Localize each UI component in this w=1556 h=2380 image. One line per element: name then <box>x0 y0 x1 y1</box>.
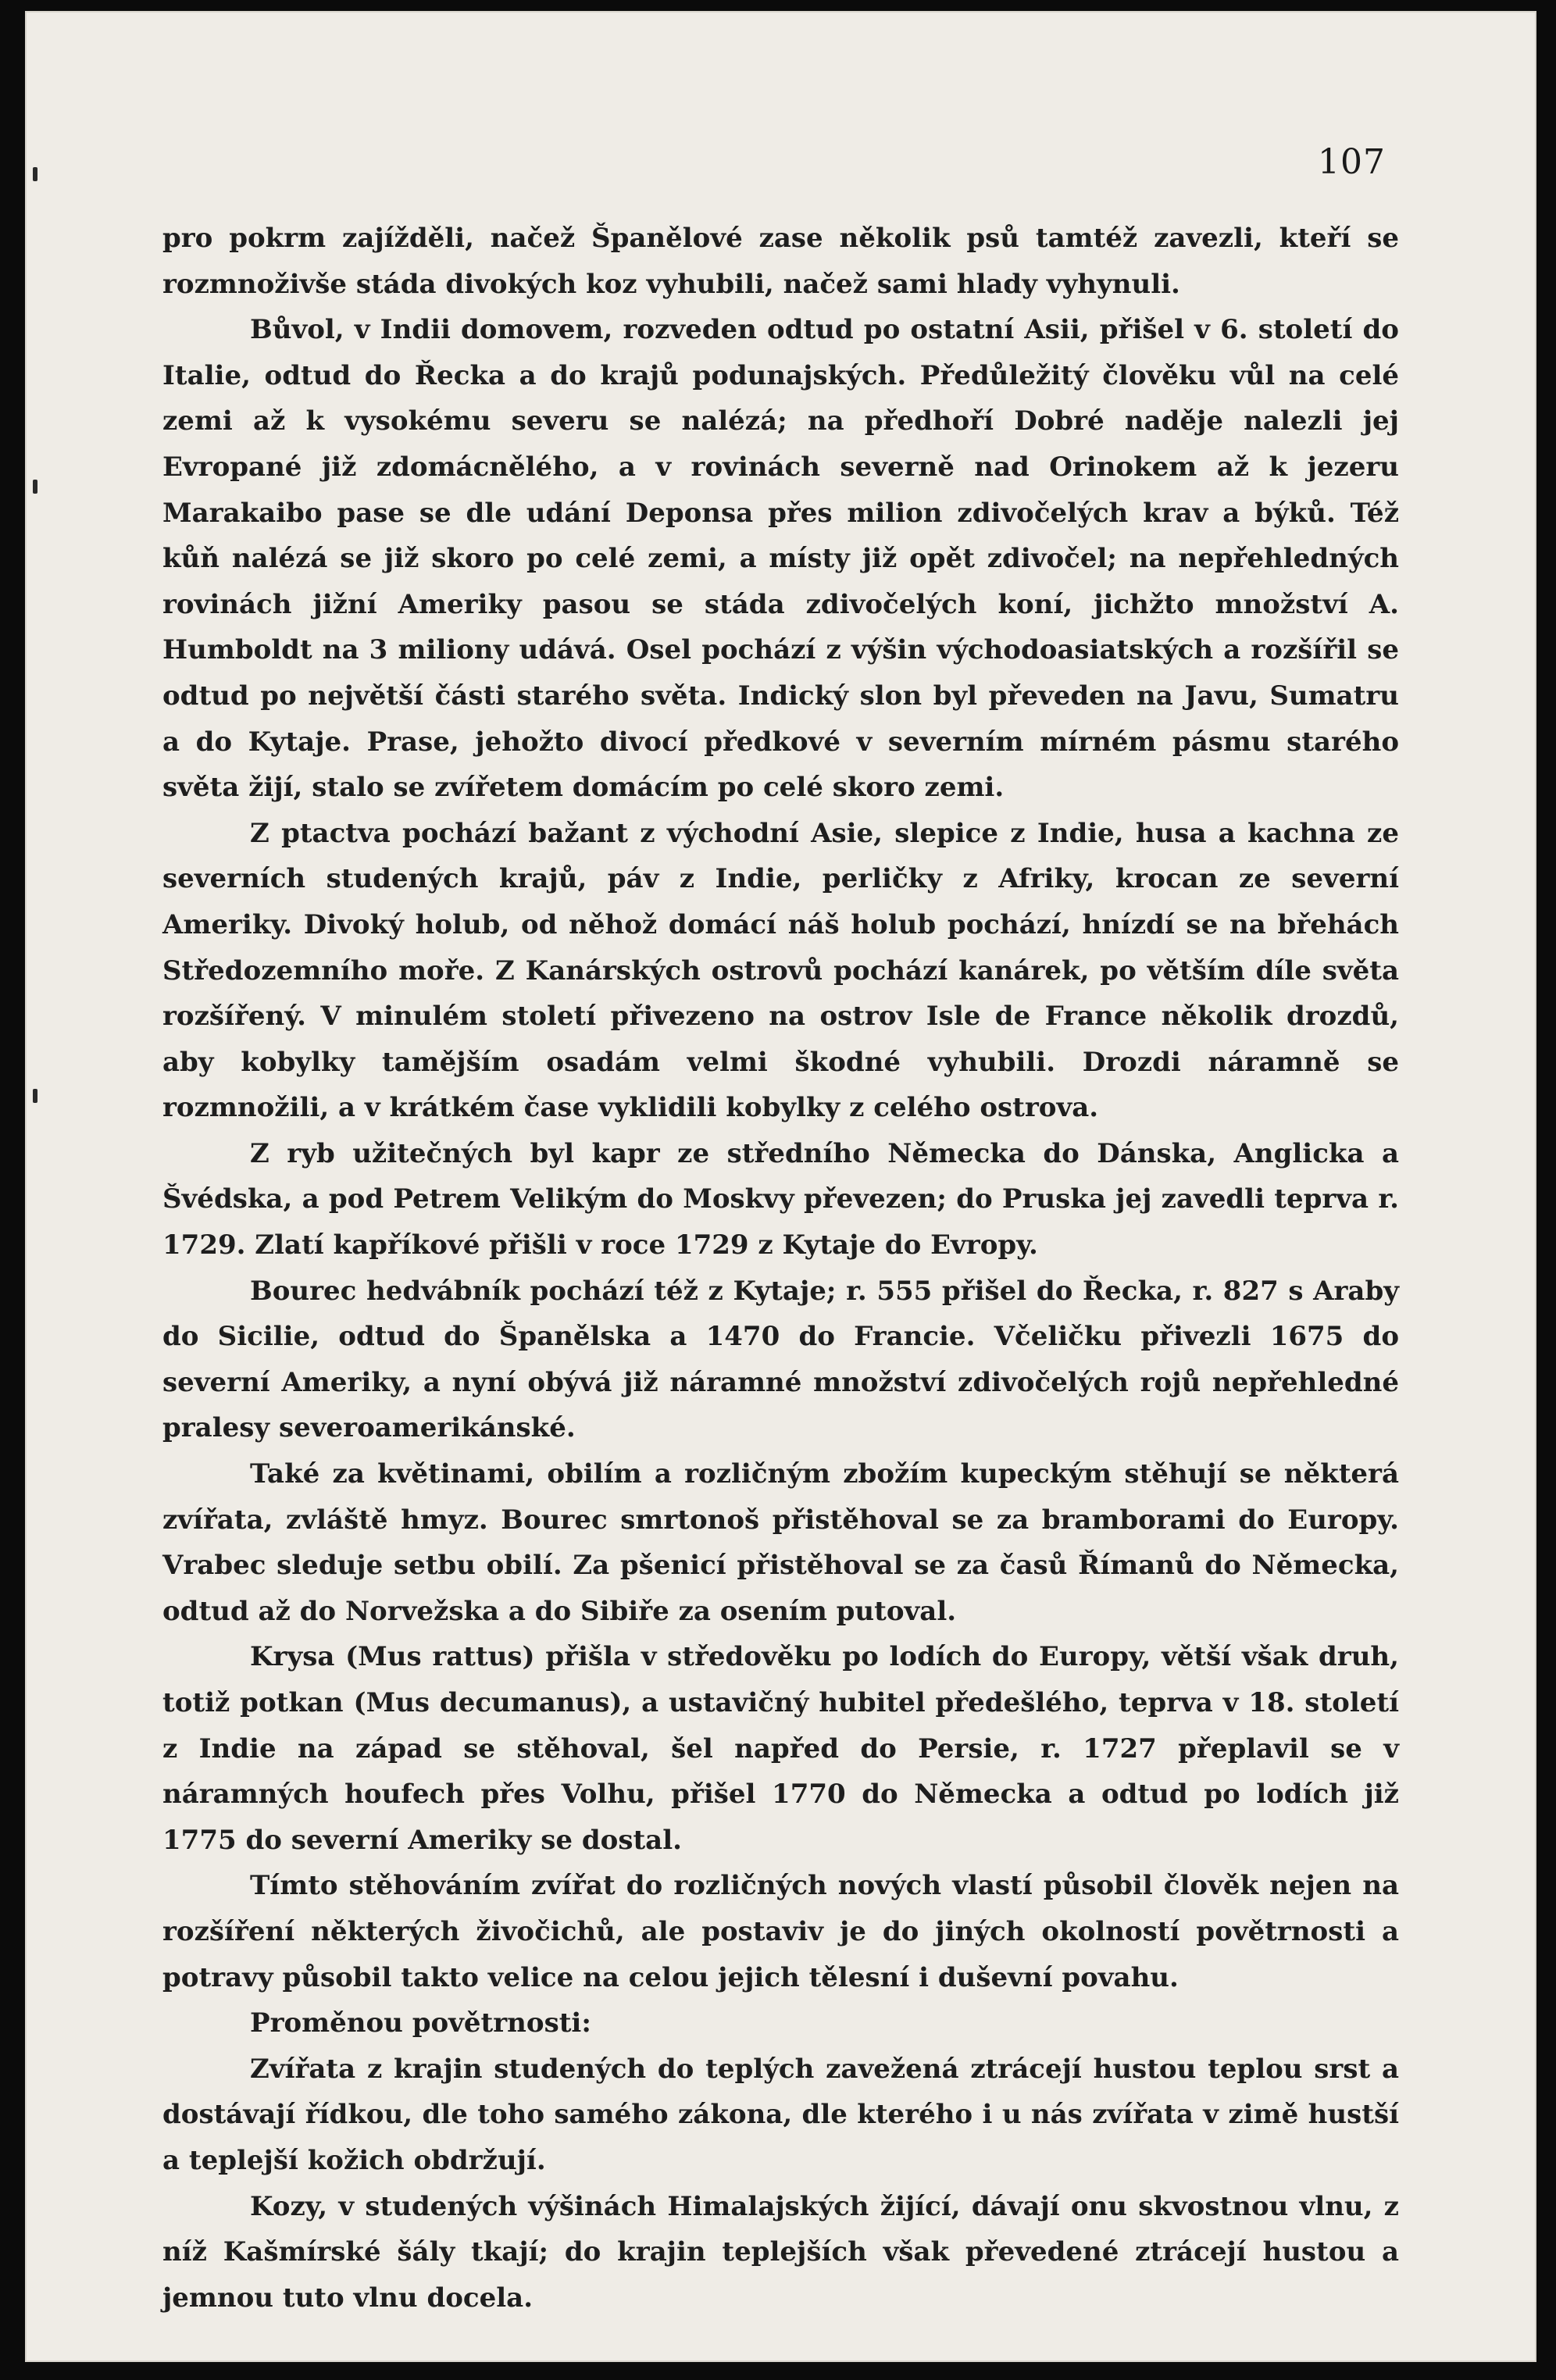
paragraph: pro pokrm zajížděli, načež Španělové zase několik psů tamtéž zavezli, kteří se rozmnoživše stáda divokých koz vyhubili, načež sami hlady vyhynuli. <box>162 223 1399 300</box>
margin-mark-top <box>33 167 37 181</box>
margin-mark-middle <box>33 1089 37 1103</box>
body-text <box>162 216 1399 2321</box>
paragraph: Bourec hedvábník pochází též z Kytaje; r. 555 přišel do Řecka, r. 827 s Araby do Sicilie, odtud do Španělska a 1470 do Francie. Včeličku přivezli 1675 do severní Ameriky, a nyní obývá již náramné množství zdivočelých rojů nepřehledné pralesy severoamerikánské. <box>162 1275 1399 1444</box>
page-number: 107 <box>1318 142 1386 182</box>
paragraph: Krysa (Mus rattus) přišla v středověku po lodích do Europy, větší však druh, totiž potkan (Mus decumanus), a ustavičný hubitel předešlého, teprva v 18. století z Indie na západ se stěhoval, šel napřed do Persie, r. 1727 přeplavil se v náramných houfech přes Volhu, přišel 1770 do Německa a odtud po lodích již 1775 do severní Ameriky se dostal. <box>162 1641 1399 1856</box>
paragraph: Zvířata z krajin studených do teplých zavežená ztrácejí hustou teplou srst a dostávají řídkou, dle toho samého zákona, dle kterého i u nás zvířata v zimě hustší a teplejší kožich obdržují. <box>162 2053 1399 2176</box>
paragraph: Tímto stěhováním zvířat do rozličných nových vlastí působil člověk nejen na rozšíření některých živočichů, ale postaviv je do jiných okolností povětrnosti a potravy působil takto velice na celou jejich tělesní i duševní povahu. <box>162 1870 1399 1993</box>
paragraph: Bůvol, v Indii domovem, rozveden odtud po ostatní Asii, přišel v 6. století do Italie, odtud do Řecka a do krajů podunajských. Předůležitý člověku vůl na celé zemi až k vysokému severu se nalézá; na předhoří Dobré naděje nalezli jej Evropané již zdomácnělého, a v rovinách severně nad Orinokem až k jezeru Marakaibo pase se dle udání Deponsa přes milion zdivočelých krav a býků. Též kůň nalézá se již skoro po celé zemi, a místy již opět zdivočel; na nepřehledných rovinách jižní Ameriky pasou se stáda zdivočelých koní, jichžto množství A. Humboldt na 3 miliony udává. Osel pochází z výšin východoasiatských a rozšířil se odtud po největší části starého světa. Indický slon byl převeden na Javu, Sumatru a do Kytaje. Prase, jehožto divocí předkové v severním mírném pásmu starého světa žijí, stalo se zvířetem domácím po celé skoro zemi. <box>162 314 1399 804</box>
paragraph: Z ptactva pochází bažant z východní Asie, slepice z Indie, husa a kachna ze severních studených krajů, páv z Indie, perličky z Afriky, krocan ze severní Ameriky. Divoký holub, od něhož domácí náš holub pochází, hnízdí se na břehách Středozemního moře. Z Kanárských ostrovů pochází kanárek, po větším díle světa rozšířený. V minulém století přivezeno na ostrov Isle de France několik drozdů, aby kobylky tamějším osadám velmi škodné vyhubili. Drozdi náramně se rozmnožili, a v krátkém čase vyklidili kobylky z celého ostrova. <box>162 817 1399 1124</box>
paragraph-heading: Proměnou povětrnosti: <box>250 2007 591 2039</box>
document-page <box>25 11 1536 2362</box>
paragraph: Z ryb užitečných byl kapr ze středního Německa do Dánska, Anglicka a Švédska, a pod Petrem Velikým do Moskvy převezen; do Pruska jej zavedli teprva r. 1729. Zlatí kapříkové přišli v roce 1729 z Kytaje do Evropy. <box>162 1137 1399 1261</box>
paragraph: Kozy, v studených výšinách Himalajských žijící, dávají onu skvostnou vlnu, z níž Kašmírské šály tkají; do krajin teplejších však převedené ztrácejí hustou a jemnou tuto vlnu docela. <box>162 2190 1399 2314</box>
paragraph: Také za květinami, obilím a rozličným zbožím kupeckým stěhují se některá zvířata, zvláště hmyz. Bourec smrtonoš přistěhoval se za bramborami do Europy. Vrabec sleduje setbu obilí. Za pšenicí přistěhoval se za časů Římanů do Německa, odtud až do Norvežska a do Sibiře za osením putoval. <box>162 1458 1399 1627</box>
margin-mark-upper <box>33 480 37 494</box>
